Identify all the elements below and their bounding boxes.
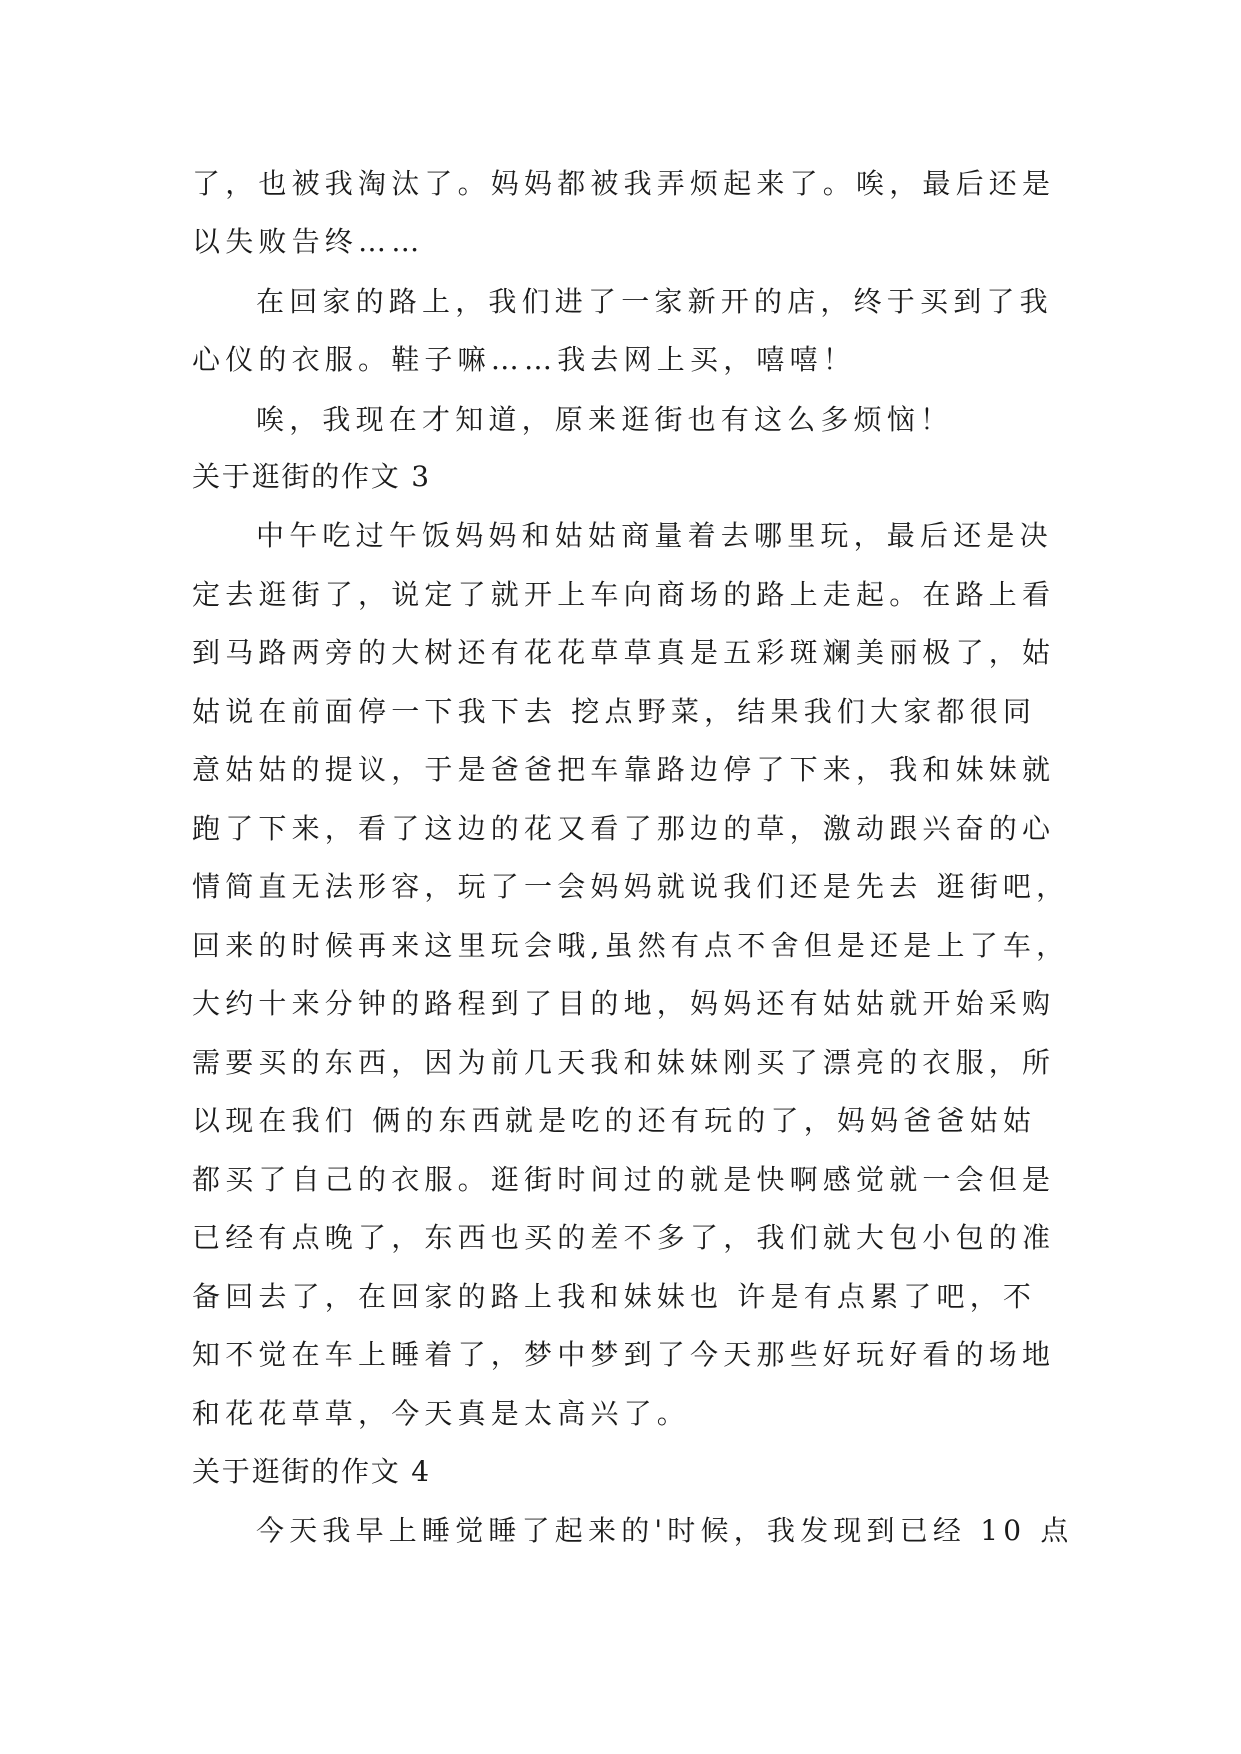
text-line: 和花花草草，今天真是太高兴了。 <box>192 1397 691 1430</box>
text-line: 以失败告终…… <box>192 225 425 258</box>
text-line: 以现在我们 俩的东西就是吃的还有玩的了，妈妈爸爸姑姑 <box>192 1104 1037 1137</box>
text-line: 已经有点晚了，东西也买的差不多了，我们就大包小包的准 <box>192 1221 1056 1254</box>
text-line: 回来的时候再来这里玩会哦,虽然有点不舍但是还是上了车， <box>192 929 1070 962</box>
section-heading: 关于逛街的作文 3 <box>192 460 431 493</box>
text-line: 在回家的路上，我们进了一家新开的店，终于买到了我 <box>256 285 1053 318</box>
text-line: 姑说在前面停一下我下去 挖点野菜，结果我们大家都很同 <box>192 695 1037 728</box>
text-line: 到马路两旁的大树还有花花草草真是五彩斑斓美丽极了，姑 <box>192 636 1056 669</box>
text-line: 心仪的衣服。鞋子嘛……我去网上买，嘻嘻！ <box>192 343 857 376</box>
text-line: 了，也被我淘汰了。妈妈都被我弄烦起来了。唉，最后还是 <box>192 167 1056 200</box>
text-line: 跑了下来，看了这边的花又看了那边的草，激动跟兴奋的心 <box>192 812 1056 845</box>
text-line: 唉，我现在才知道，原来逛街也有这么多烦恼！ <box>256 403 954 436</box>
text-line: 定去逛街了，说定了就开上车向商场的路上走起。在路上看 <box>192 578 1056 611</box>
section-heading: 关于逛街的作文 4 <box>192 1455 431 1488</box>
text-line: 意姑姑的提议，于是爸爸把车靠路边停了下来，我和妹妹就 <box>192 753 1056 786</box>
text-line: 都买了自己的衣服。逛街时间过的就是快啊感觉就一会但是 <box>192 1163 1056 1196</box>
text-line: 大约十来分钟的路程到了目的地，妈妈还有姑姑就开始采购 <box>192 987 1056 1020</box>
text-line: 需要买的东西，因为前几天我和妹妹刚买了漂亮的衣服，所 <box>192 1046 1056 1079</box>
text-line: 今天我早上睡觉睡了起来的'时候，我发现到已经 10 点 <box>256 1514 1074 1547</box>
text-line: 中午吃过午饭妈妈和姑姑商量着去哪里玩，最后还是决 <box>256 519 1053 552</box>
text-line: 情简直无法形容，玩了一会妈妈就说我们还是先去 逛街吧， <box>192 870 1070 903</box>
text-line: 备回去了，在回家的路上我和妹妹也 许是有点累了吧，不 <box>192 1280 1037 1313</box>
text-line: 知不觉在车上睡着了，梦中梦到了今天那些好玩好看的场地 <box>192 1338 1056 1371</box>
